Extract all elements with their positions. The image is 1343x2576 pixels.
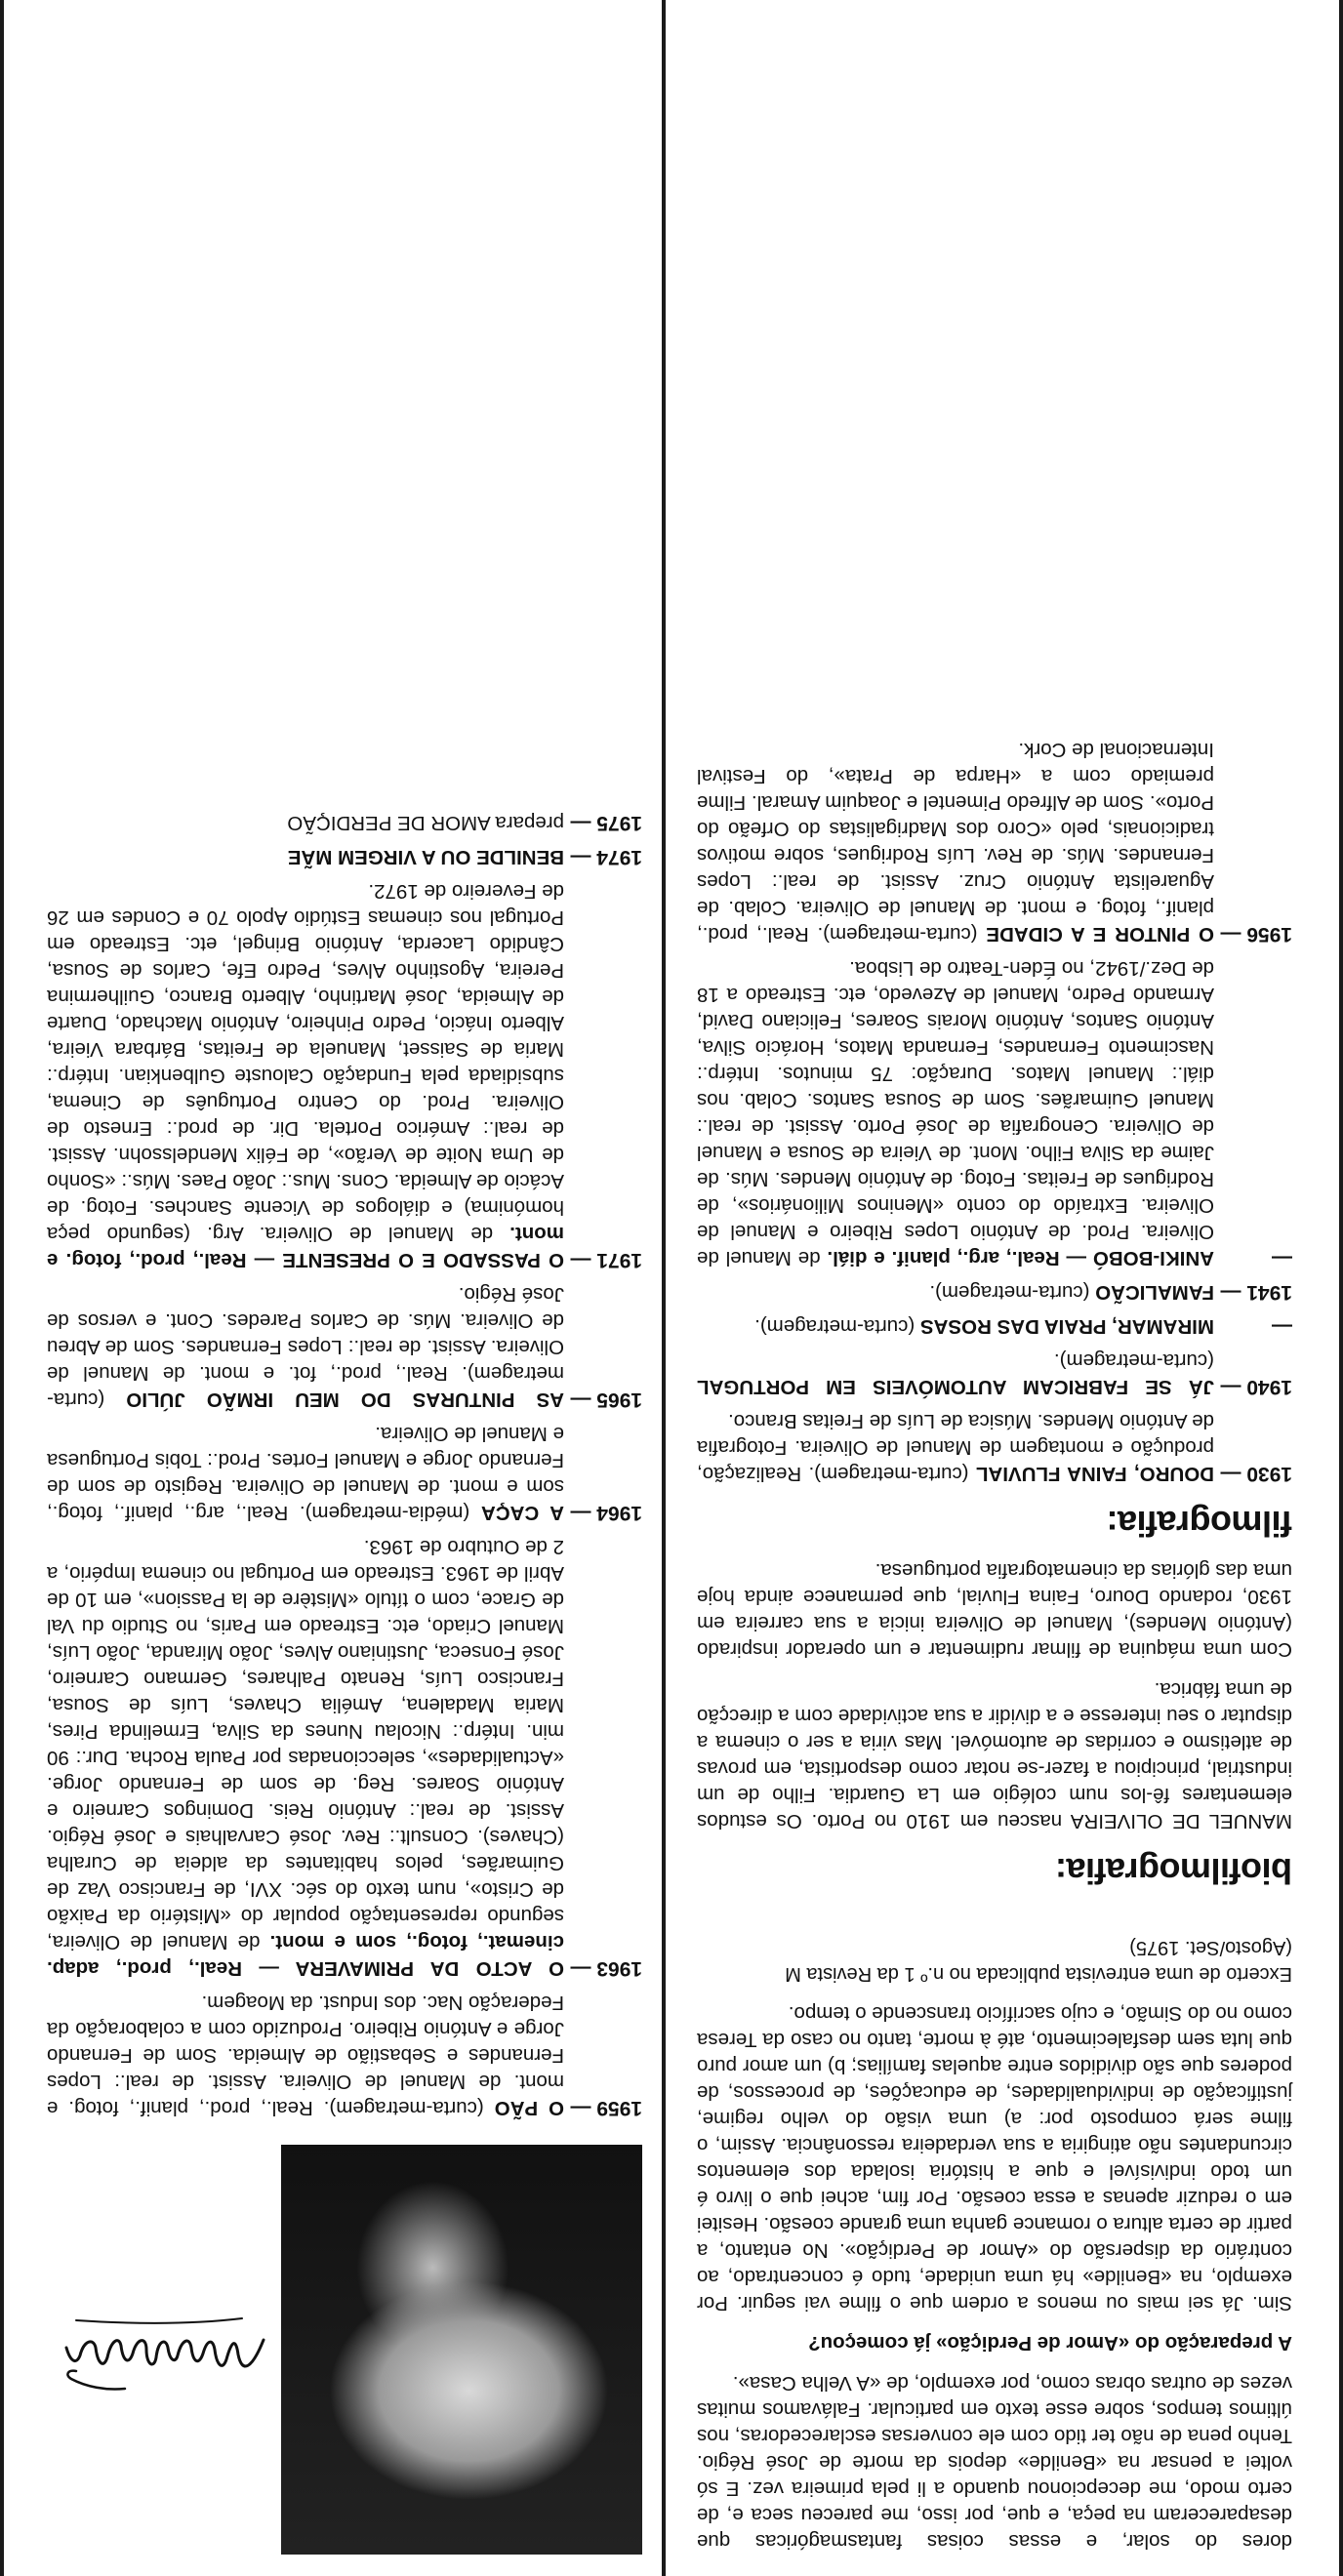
film-year: 1975 — bbox=[570, 812, 642, 834]
film-description bbox=[47, 1281, 564, 1413]
film-year: — bbox=[1272, 1315, 1292, 1338]
film-description bbox=[47, 1421, 564, 1526]
film-details: (curta-metragem). Real., prod., planif., fotog. e mont. de Manuel de Oliveira. Assist. de real.: Lopes Fernandes e Sebastião de Almeida. Som de Fernando Jorge e António Ribeiro. Produzido com a colaboração da Federação Nac. dos Indust. da Moagem. bbox=[47, 1992, 564, 2119]
film-year: 1956 — bbox=[1220, 923, 1292, 946]
film-description bbox=[47, 1990, 564, 2121]
film-description bbox=[697, 1348, 1214, 1400]
film-title: ANIKI-BOBÓ — Real., arg., planif. e diál. bbox=[827, 1247, 1214, 1269]
film-entry bbox=[47, 1281, 642, 1413]
film-details: (curta-metragem). Realização, produção e montagem de Manuel de Oliveira. Fotografia de António Mendes. Música de Luís de Freitas Branco. bbox=[697, 1410, 1214, 1485]
intro-paragraph: dores do solar, e essas coisas fantasmagóricas que desapareceram na peça, e que, por isso, me pareceu seca e, de certo modo, me decepcionou quando a li pela primeira vez. E só voltei a pensar na «Benilde» depois da morte de José Régio. Tenho pena de não ter tido com ele conversas esclarecedoras, nos últimos tempos, sobre esse texto em particular. Falávamos muitas vezes de outras obras como, por exemplo, de «A Velha Casa». bbox=[697, 2372, 1292, 2553]
film-title: AS PINTURAS DO MEU IRMÃO JÚLIO bbox=[126, 1389, 564, 1411]
bio-heading: biofilmografia: bbox=[1055, 1851, 1292, 1891]
filmography-heading: filmografia: bbox=[1106, 1504, 1292, 1544]
film-description bbox=[47, 878, 564, 1273]
film-details: (curta-metragem). bbox=[1053, 1349, 1214, 1372]
film-description bbox=[697, 737, 1214, 947]
film-entry bbox=[47, 1990, 642, 2121]
film-details: (curta-metragem). Real., prod., planif., fotog. e mont. de Manuel de Oliveira. Colab. de Aguarelista António Cruz. Assist. de real.: Lopes Fernandes. Mús. de Rev. Luís Rodrigues, sobre motivos tradicionais, pelo «Coro dos Madrigalistas do Orfeão do Porto». Som de Alfredo Pimentel e Joaquim Amaral. Filme premiado com a «Harpa de Prata», do Festival Internacional de Cork. bbox=[697, 739, 1214, 946]
film-year: 1930 — bbox=[1220, 1463, 1292, 1485]
column-rule-middle bbox=[662, 0, 666, 2576]
filmography-list bbox=[697, 737, 1292, 1487]
film-title: O PINTOR E A CIDADE bbox=[986, 923, 1214, 946]
portrait-block bbox=[47, 2145, 642, 2555]
film-entry bbox=[697, 737, 1292, 947]
source-note: Excerto de uma entrevista publicada no n.º 1 da Revista M (Agosto/Set. 1975) bbox=[785, 1937, 1292, 1985]
film-title: BENILDE OU A VIRGEM MÃE bbox=[287, 846, 564, 868]
film-entry bbox=[47, 810, 642, 836]
filmography-continued bbox=[47, 810, 642, 2121]
bio-paragraph: MANUEL DE OLIVEIRA nasceu em 1910 no Porto. Os estudos elementares fê-los num colégio em La Guardia. Filho de um industrial, principiou a fazer-se notar como desportista, em provas de atletismo e corridas de automóvel. Mas viria a ser o cinema a disputar o seu interesse e a dividir a sua actividade com a direcção de uma fábrica. bbox=[697, 1678, 1292, 1832]
film-year: 1940 — bbox=[1220, 1376, 1292, 1398]
right-column bbox=[47, 802, 642, 2555]
film-year: 1965 — bbox=[570, 1389, 642, 1411]
portrait-photo bbox=[281, 2145, 642, 2555]
film-details: (curta-metragem). bbox=[929, 1281, 1096, 1304]
film-description bbox=[697, 1279, 1214, 1306]
film-title: MIRAMAR, PRAIA DAS ROSAS bbox=[919, 1315, 1214, 1338]
interview-answer: Sim. Já sei mais ou menos a ordem que o filme vai seguir. Por exemplo, na «Benilde» há uma unidade, tudo é concentrado, ao contrário da dispersão do «Amor de Perdição». No entanto, a partir de certa altura o romance ganha uma grande coesão. Hesitei em o reduzir apenas a essa coesão. Por fim, achei que o livro é um todo indivisível e que a história isolada dos elementos circundantes não atingiria a sua verdadeira ressonância. Assim, o filme será composto por: a) uma visão do velho regime, justificação de individualidades, de educações, de processos, de poderes que são divididos entre aquelas famílias; b) um amor puro que luta sem desfalecimento, até à morte, tanto no caso da Teresa como no do Simão, e cujo sacrifício transcende o tempo. bbox=[697, 2002, 1292, 2314]
film-title: DOURO, FAINA FLUVIAL bbox=[975, 1463, 1214, 1485]
film-entry bbox=[697, 955, 1292, 1271]
film-details: de Manuel de Oliveira, segundo representação popular do «Mistério da Paixão de Cristo», num texto do séc. XVI, de Francisco Vaz de Guimarães, pelos habitantes da aldeia de Curalha (Chaves). Consult.: Rev. José Carvalhais e José Régio. Assist. de real.: António Reis. Domingos Carneiro e António Soares. Reg. de som de Fernando Jorge. «Actualidades», seleccionadas por Paula Rocha. Dur.: 90 min. Intérp.: Nicolau Nunes da Silva, Ermelinda Pires, Maria Madalena, Amélia Chaves, Luís de Sousa, Francisco Luís, Renato Palhares, Germano Carneiro, José Fonseca, Justiniano Alves, João Miranda, João Luís, Manuel Criado, etc. Estreado em Paris, no Studio du Val de Grace, com o título «Mistère de la Passion», em 10 de Abril de 1963. Estreado em Portugal no cinema Império, a 2 de Outubro de 1963. bbox=[46, 1536, 564, 1953]
film-year: 1964 — bbox=[570, 1502, 642, 1524]
film-title: O PÃO bbox=[494, 2097, 564, 2119]
film-details: prepara AMOR DE PERDIÇÃO bbox=[287, 812, 564, 834]
film-title: O ACTO DA PRIMAVERA — Real., prod., adap. cinemat., fotog., som e mont. bbox=[47, 1931, 564, 1980]
film-entry bbox=[697, 1313, 1292, 1340]
column-rule-right bbox=[0, 0, 4, 2576]
left-column bbox=[697, 729, 1292, 2555]
film-entry bbox=[47, 844, 642, 870]
film-entry bbox=[47, 1534, 642, 1982]
film-entry bbox=[47, 1421, 642, 1526]
bio-paragraph: Com uma máquina de filmar rudimentar e um operador inspirado (António Mendes), Manuel de Oliveira inicia a sua carreira em 1930, rodando Douro, Faina Fluvial, que permanece ainda hoje uma das glórias da cinematografia portuguesa. bbox=[697, 1559, 1292, 1661]
signature-image bbox=[52, 2301, 271, 2408]
film-description bbox=[47, 810, 564, 836]
film-entry bbox=[697, 1279, 1292, 1306]
film-year: 1959 — bbox=[570, 2097, 642, 2119]
film-details: (média-metragem). Real., arg., planif., fotog., som e mont. de Manuel de Oliveira. Registo de som de Fernando Jorge e Manuel Fortes. Prod.: Tobis Portuguesa e Manuel de Oliveira. bbox=[47, 1423, 564, 1524]
film-year: 1963 — bbox=[570, 1957, 642, 1980]
film-description bbox=[47, 1534, 564, 1982]
film-description bbox=[697, 1313, 1214, 1340]
film-description bbox=[47, 844, 564, 870]
film-entry bbox=[47, 878, 642, 1273]
film-description bbox=[697, 955, 1214, 1271]
film-year: 1974 — bbox=[570, 846, 642, 868]
film-title: JÁ SE FABRICAM AUTOMÓVEIS EM PORTUGAL bbox=[697, 1376, 1214, 1398]
film-year: 1971 — bbox=[570, 1249, 642, 1271]
film-title: O PASSADO E O PRESENTE — Real., prod., fotog. e mont. bbox=[47, 1223, 564, 1271]
interview-question: A preparação do «Amor de Perdição» já começou? bbox=[808, 2332, 1292, 2355]
film-details: (curta-metragem). bbox=[754, 1315, 920, 1338]
film-title: FAMALICÃO bbox=[1095, 1281, 1214, 1304]
film-description bbox=[697, 1408, 1214, 1487]
film-entry bbox=[697, 1348, 1292, 1400]
film-title: A CAÇA bbox=[480, 1502, 564, 1524]
film-details: (curta-metragem). Real., prod., fot. e mont. de Manuel de Oliveira. Assist. de real.: Lopes Fernandes. Som de Abreu de Oliveira. Mús. de Carlos Paredes. Cont. e versos de José Régio. bbox=[47, 1283, 564, 1411]
film-entry bbox=[697, 1408, 1292, 1487]
film-details: de Manuel de Oliveira. Prod. de António Lopes Ribeiro e Manuel de Oliveira. Extraído do conto «Meninos Milionários», de Rodrigues de Freitas. Fotog. de António Mendes. Mús. de Jaime da Silva Filho. Mont. de Vieira de Sousa e Manuel de Oliveira. Cenografia de José Porto. Assist. de real.: Manuel Guimarães. Som de Sousa Santos. Colab. nos diál.: Manuel Matos. Duração: 75 minutos. Intérp.: Nascimento Fernandes, Fernanda Matos, Horácio Silva, António Santos, António Morais Soares, Feliciano David, Armando Pedro, Manuel de Azevedo, etc. Estreado a 18 de Dez./1942, no Éden-Teatro de Lisboa. bbox=[697, 957, 1214, 1269]
film-year: 1941 — bbox=[1220, 1281, 1292, 1304]
film-details: de Manuel de Oliveira. Arg. (segundo peça homónima) e diálogos de Vicente Sanches. Fotog. de Acácio de Almeida. Cons. Mus.: João Paes. Mús.: «Sonho de Uma Noite de Verão», de Félix Mendelssohn. Assist. de real.: Américo Portela. Dir. de prod.: Ernesto de Oliveira. Prod. do Centro Português de Cinema, subsidiada pela Fundação Calouste Gulbenkian. Intérp.: Maria de Saisset, Manuela de Freitas, Bárbara Vieira, Alberto Inácio, Pedro Pinheiro, António Machado, Duarte de Almeida, José Martinho, Alberto Branco, Guilhermina Pereira, Agostinho Alves, Pedro Efe, Carlos de Sousa, Cândido Lacerda, António Bringel, etc. Estreado em Portugal nos cinemas Estúdio Apolo 70 e Condes em 26 de Fevereiro de 1972. bbox=[47, 880, 564, 1245]
column-rule-left bbox=[1339, 0, 1343, 2576]
film-year: — bbox=[1272, 1247, 1292, 1269]
